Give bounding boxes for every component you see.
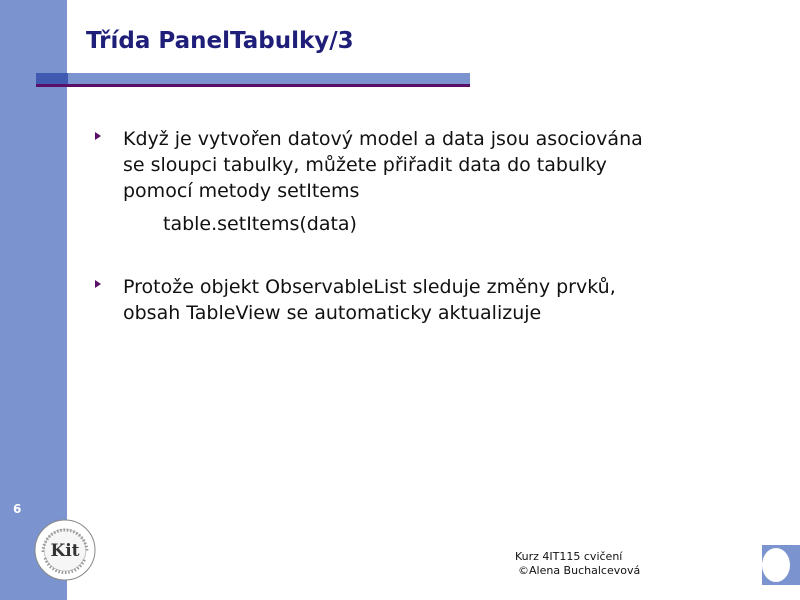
bullet-marker-icon (95, 132, 101, 140)
left-sidebar (0, 0, 67, 600)
footer-author: ©Alena Buchalcevová (518, 564, 641, 577)
corner-decoration-icon (762, 545, 800, 585)
footer-credit (515, 550, 640, 578)
kit-logo-icon (33, 518, 97, 582)
slide-title: Třída PanelTabulky/3 (86, 28, 354, 54)
kit-logo (33, 518, 97, 582)
code-example: table.setItems(data) (163, 213, 357, 235)
kit-logo-text: Kit (50, 541, 80, 561)
footer-course: Kurz 4IT115 cvičení (515, 550, 623, 563)
title-underline (36, 84, 470, 87)
slide-number: 6 (13, 502, 22, 516)
bullet-text: Protože objekt ObservableList sleduje změny prvků, obsah TableView se automaticky aktualizuje (123, 276, 616, 324)
bullet-marker-icon (95, 280, 101, 288)
bullet-text: Když je vytvořen datový model a data jsou asociována se sloupci tabulky, můžete přiřadit data do tabulky pomocí metody setItems (123, 128, 643, 202)
